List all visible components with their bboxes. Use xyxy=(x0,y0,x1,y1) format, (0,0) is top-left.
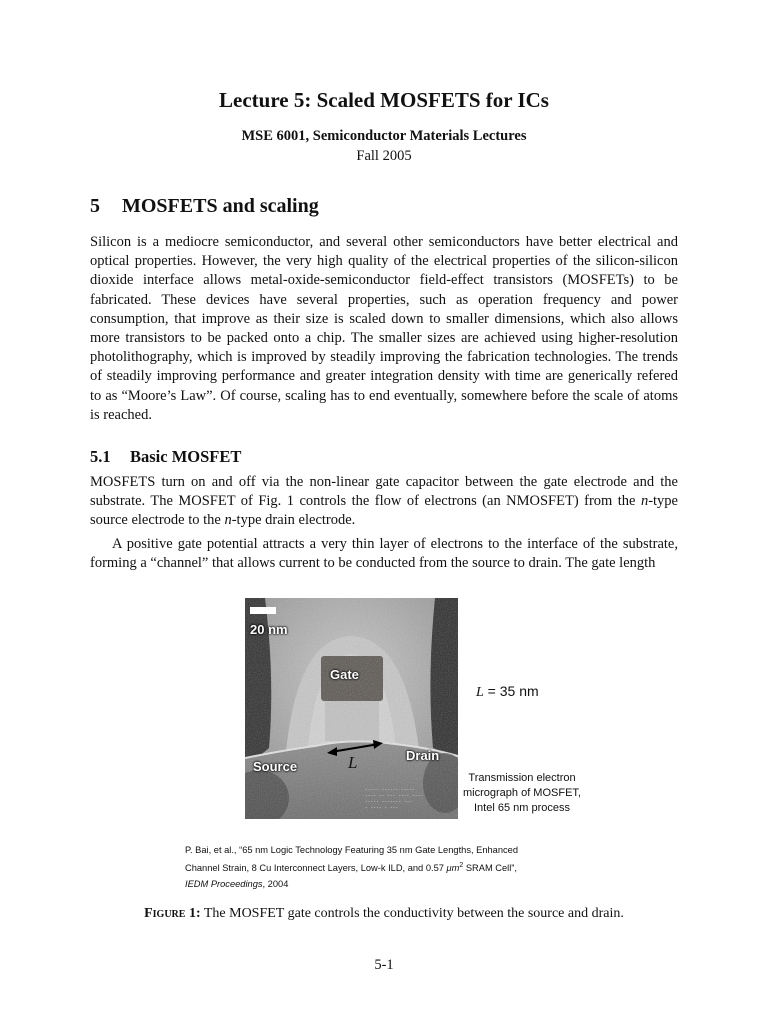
reference-text: Channel Strain, 8 Cu Interconnect Layers, Low-k ILD, and 0.57 xyxy=(185,863,447,874)
tem-micrograph-image xyxy=(245,598,458,819)
scale-bar-label: 20 nm xyxy=(250,622,288,637)
tem-caption xyxy=(452,771,592,816)
subsection-number: 5.1 xyxy=(90,447,111,466)
reference-line xyxy=(185,858,585,876)
document-subtitle: MSE 6001, Semiconductor Materials Lectures xyxy=(241,128,527,144)
section-title: MOSFETS and scaling xyxy=(122,195,319,217)
document-title: Lecture 5: Scaled MOSFETS for ICs xyxy=(219,88,549,112)
source-label: Source xyxy=(253,759,298,774)
reference-superscript: 2 xyxy=(459,862,464,869)
subsection-paragraph-2: A positive gate potential attracts a very thin layer of electrons to the interface of the substrate, forming a “channel” that allows current to be conducted from the source to drain. The gate length xyxy=(90,536,678,572)
gate-label: Gate xyxy=(330,667,359,682)
reference-line: P. Bai, et al., “65 nm Logic Technology Featuring 35 nm Gate Lengths, Enhanced xyxy=(185,845,519,855)
figure-caption xyxy=(0,906,768,922)
page-number: 5-1 xyxy=(374,957,394,973)
micrograph-stamp: ----- ------ ----- ---- -- --- ---- ---- ----- ------- --- - ---- - --- xyxy=(365,788,424,811)
length-value-symbol: L xyxy=(476,685,484,700)
reference-unit: μm xyxy=(446,863,460,874)
document-date: Fall 2005 xyxy=(356,148,412,164)
paragraph-text: -type drain electrode. xyxy=(231,512,356,529)
reference-text: SRAM Cell”, xyxy=(463,863,517,874)
tem-caption-line: Transmission electron xyxy=(468,772,576,784)
length-value-text: = 35 nm xyxy=(483,683,539,699)
gate-length-value xyxy=(476,683,539,701)
math-n: n xyxy=(640,493,649,510)
figure-reference xyxy=(185,842,585,892)
paragraph-text: -type source electrode to the xyxy=(90,493,678,529)
figure-caption-text: The MOSFET gate controls the conductivity between the source and drain. xyxy=(200,906,624,921)
section-heading xyxy=(90,195,319,218)
paragraph-text: MOSFETS turn on and off via the non-linear gate capacitor between the gate electrode and the substrate. The MOSFET of Fig. 1 controls the flow of electrons (an NMOSFET) from the xyxy=(90,474,678,510)
section-paragraph: Silicon is a mediocre semiconductor, and several other semiconductors have better electrical and optical properties. However, the very high quality of the electrical properties of the silicon-silicon dioxide interface allows metal-oxide-semiconductor field-effect transistors (MOSFETs) to be fabricated. These devices have several properties, such as operation frequency and power consumption, that improve as their size is scaled down to smaller dimensions, which also allows more transistors to be packed onto a chip. The smaller sizes are achieved using higher-resolution photolithography, which is improved by steadily improving the fabrication technologies. The trends of steadily improving performance and greater integration density with time are generically refered to as “Moore’s Law”. Of course, scaling has to end eventually, somewhere before the scale of atoms is reached. xyxy=(90,234,678,423)
length-symbol: L xyxy=(348,753,358,772)
tem-caption-line: micrograph of MOSFET, xyxy=(463,787,581,799)
subsection-paragraph-1 xyxy=(90,473,678,531)
tem-caption-line: Intel 65 nm process xyxy=(474,802,570,814)
figure-caption-label: Figure 1: xyxy=(144,906,201,921)
math-n: n xyxy=(224,512,232,529)
section-number: 5 xyxy=(90,195,100,217)
subsection-heading xyxy=(90,447,241,467)
reference-year: , 2004 xyxy=(262,879,289,890)
subsection-title: Basic MOSFET xyxy=(130,447,242,466)
drain-label: Drain xyxy=(406,748,440,763)
reference-journal: IEDM Proceedings xyxy=(185,879,263,890)
reference-line xyxy=(185,876,585,892)
